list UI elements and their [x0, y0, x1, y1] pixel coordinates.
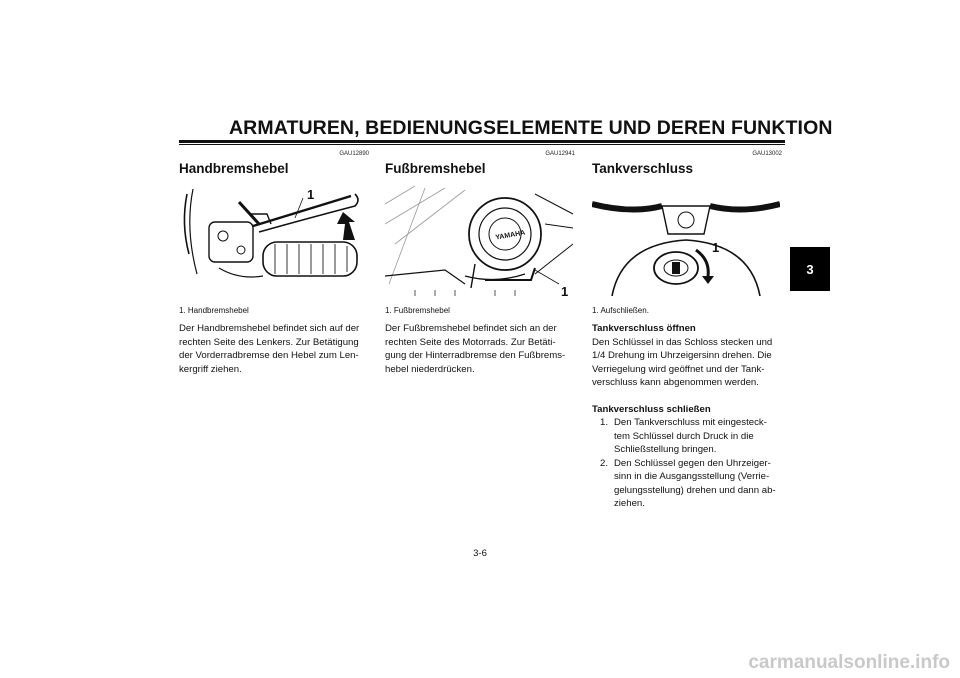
page-header-title: ARMATUREN, BEDIENUNGSELEMENTE UND DEREN FUNKTION	[229, 117, 833, 139]
figure-callout-1: 1	[307, 187, 315, 202]
list-item	[592, 457, 782, 511]
section-tankverschluss	[592, 151, 782, 511]
section-handbremshebel	[179, 151, 369, 376]
brake-lever-illustration	[179, 184, 367, 296]
figure-caption: 1. Aufschließen.	[592, 306, 649, 315]
engine-cover-logo: YAMAHA	[494, 229, 526, 242]
section-heading: Handbremshebel	[179, 161, 289, 176]
section-fussbremshebel	[385, 151, 575, 376]
figure-callout-1: 1	[712, 240, 720, 255]
section-paragraph: Der Handbremshebel befindet sich auf der rechten Seite des Lenkers. Zur Betätigung der Vorderradbremse den Hebel zum Len-kergriff ziehen.	[179, 323, 360, 375]
chapter-tab[interactable]: 3	[790, 247, 830, 291]
section-code: GAU13002	[752, 151, 782, 157]
foot-brake-illustration	[385, 184, 573, 296]
header-rule	[179, 140, 785, 143]
figure-caption: 1. Handbremshebel	[179, 306, 249, 315]
section-code: GAU12941	[545, 151, 575, 157]
open-instructions: Den Schlüssel in das Schloss stecken und 1/4 Drehung im Uhrzeigersinn drehen. Die Verriegelung wird geöffnet und der Tank-verschluss kann abgenommen werden.	[592, 336, 773, 388]
section-paragraph: Der Fußbremshebel befindet sich an der rechten Seite des Motorrads. Zur Betäti-gung der Hinterradbremse den Fußbrems-hebel niederdrücken.	[385, 323, 566, 375]
section-heading: Fußbremshebel	[385, 161, 486, 176]
step-text: Den Tankverschluss mit eingesteck-tem Schlüssel durch Druck in die Schließstellung bringen.	[614, 417, 767, 455]
subsection-title-open: Tankverschluss öffnen	[592, 323, 696, 334]
watermark: carmanualsonline.info	[748, 652, 950, 673]
figure-caption: 1. Fußbremshebel	[385, 306, 450, 315]
section-heading: Tankverschluss	[592, 161, 694, 176]
step-number: 2.	[600, 457, 609, 469]
section-code: GAU12890	[339, 151, 369, 157]
list-item	[592, 416, 782, 457]
subsection-title-close: Tankverschluss schließen	[592, 403, 711, 415]
header-rule-thin	[179, 144, 785, 145]
fuel-cap-illustration	[592, 184, 780, 296]
step-text: Den Schlüssel gegen den Uhrzeiger-sinn in die Ausgangsstellung (Verrie-gelungsstellung) drehen und dann ab-ziehen.	[614, 457, 776, 509]
close-steps-list	[592, 416, 782, 511]
page-number: 3-6	[473, 548, 487, 559]
figure-callout-1: 1	[561, 284, 569, 296]
step-number: 1.	[600, 417, 609, 428]
